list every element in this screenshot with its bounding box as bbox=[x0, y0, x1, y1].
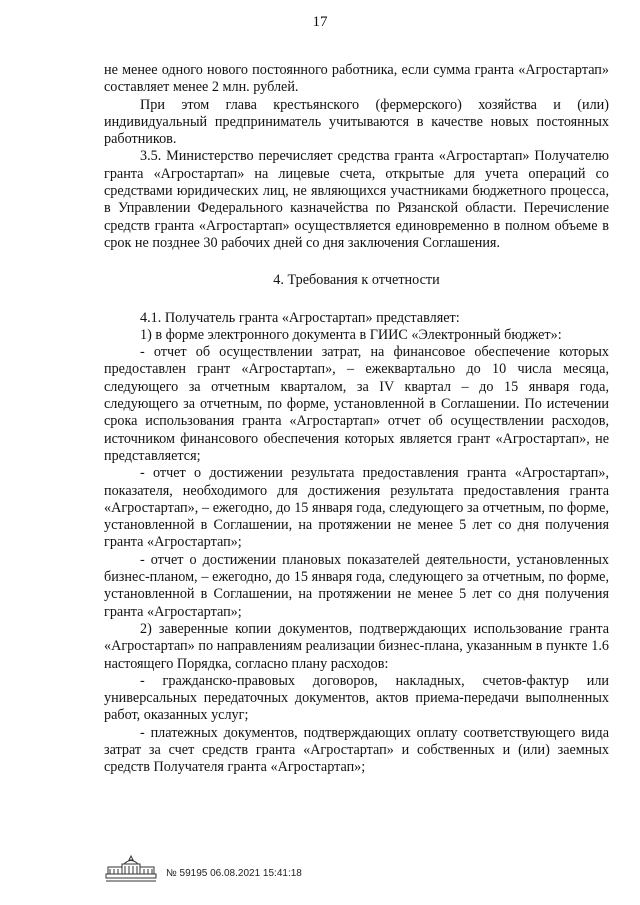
page-number: 17 bbox=[312, 14, 328, 30]
list-item-payment-documents: - платежных документов, подтверждающих оплату соответствующего вида затрат за счет средств гранта «Агростартап» и собственных и (или) заемных средств Получателя гранта «Агростартап»; bbox=[104, 724, 609, 776]
list-item-result-report: - отчет о достижении результата предоставления гранта «Агростартап», показателя, необходимого для достижения результата предоставления гранта «Агростартап», – ежегодно, до 15 января года, следующего за отчетным, по форме, установленной в Соглашении, на протяжении не менее 5 лет со дня получения гранта «Агростартап»; bbox=[104, 465, 609, 551]
paragraph-3-5: 3.5. Министерство перечисляет средства гранта «Агростартап» Получателю гранта «Агростартап» на лицевые счета, открытые для учета операций со средствами юридических лиц, не являющихся участниками бюджетного процесса, в Управлении Федерального казначейства по Рязанской области. Перечисление средств гранта «Агростартап» осуществляется единовременно в полном объеме в срок не позднее 30 рабочих дней со дня заключения Соглашения. bbox=[104, 148, 609, 251]
footer bbox=[104, 850, 404, 890]
section-title: 4. Требования к отчетности bbox=[273, 272, 440, 289]
document-body bbox=[104, 62, 609, 777]
paragraph-continuation: не менее одного нового постоянного работника, если сумма гранта «Агростартап» составляет менее 2 млн. рублей. bbox=[104, 62, 609, 96]
list-item-electronic-form: 1) в форме электронного документа в ГИИС «Электронный бюджет»: bbox=[140, 326, 562, 343]
paragraph-4-1: 4.1. Получатель гранта «Агростартап» представляет: bbox=[140, 309, 460, 326]
list-item-expense-report: - отчет об осуществлении затрат, на финансовое обеспечение которых предоставлен грант «Агростартап», – ежеквартально до 10 числа месяца, следующего за отчетным кварталом, за IV квартал – до 15 января года, следующего за отчетным, по форме, установленной в Соглашении. По истечении срока использования гранта «Агростартап» отчет об осуществлении расходов, источником финансового обеспечения которых является грант «Агростартап», не представляется; bbox=[104, 344, 609, 464]
document-registration-stamp: № 59195 06.08.2021 15:41:18 bbox=[166, 868, 302, 879]
paragraph-heads-of-farms: При этом глава крестьянского (фермерского) хозяйства и (или) индивидуальный предприниматель учитываются в качестве новых постоянных работников. bbox=[104, 96, 609, 148]
list-item-certified-copies: 2) заверенные копии документов, подтверждающих использование гранта «Агростартап» по направлениям реализации бизнес-плана, указанным в пункте 1.6 настоящего Порядка, согласно плану расходов: bbox=[104, 620, 609, 672]
list-item-contracts: - гражданско-правовых договоров, накладных, счетов-фактур или универсальных передаточных документов, актов приема-передачи выполненных работ, оказанных услуг; bbox=[104, 672, 609, 724]
government-building-stamp-icon bbox=[104, 854, 158, 889]
list-item-business-plan-report: - отчет о достижении плановых показателей деятельности, установленных бизнес-планом, – ежегодно, до 15 января года, следующего за отчетным, по форме, установленной в Соглашении, на протяжении не менее 5 лет со дня получения гранта «Агростартап»; bbox=[104, 551, 609, 620]
